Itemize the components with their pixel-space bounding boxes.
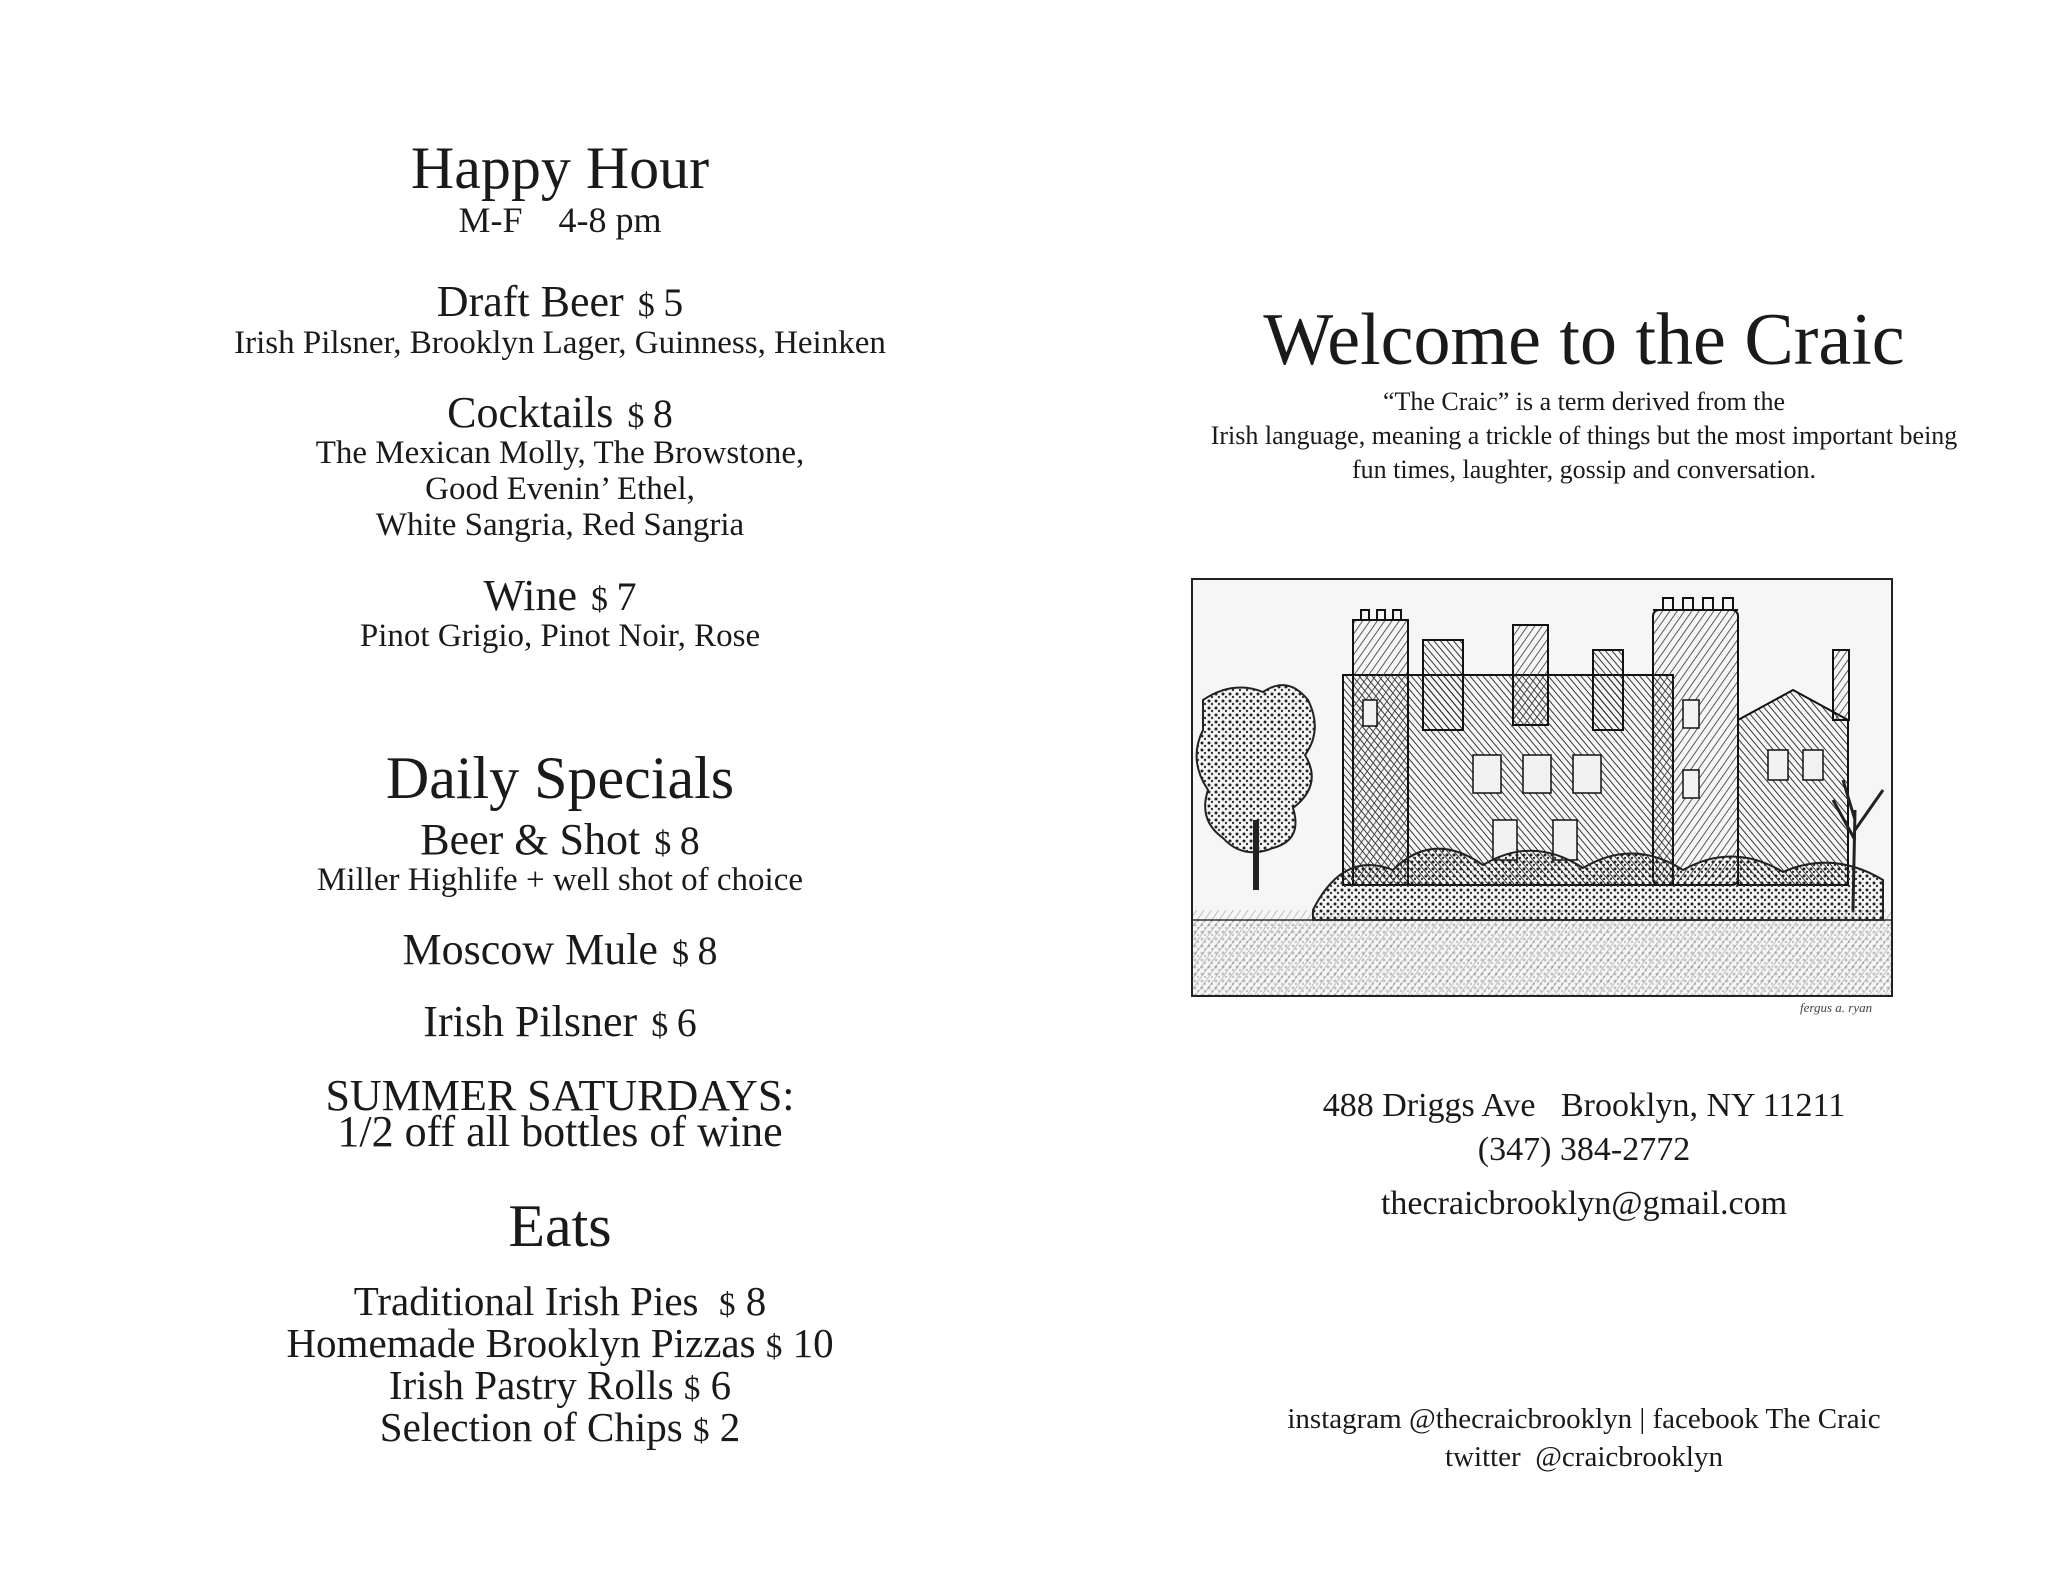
intro-line-3: fun times, laughter, gossip and conversation. [1352, 455, 1816, 484]
draft-beer-currency: $ [637, 287, 655, 324]
cocktails-heading [0, 388, 1120, 437]
moscow-mule-name: Moscow Mule [402, 925, 658, 974]
draft-beer-desc: Irish Pilsner, Brooklyn Lager, Guinness, Heinken [234, 325, 886, 361]
irish-pilsner-amount: 6 [676, 1000, 697, 1045]
moscow-mule-price [671, 928, 718, 973]
intro-line-2: Irish language, meaning a trickle of things but the most important being [1210, 421, 1958, 450]
moscow-mule-heading [0, 925, 1120, 974]
summer-saturdays-line-2: 1/2 off all bottles of wine [337, 1107, 783, 1156]
email: thecraicbrooklyn@gmail.com [1380, 1185, 1788, 1222]
cocktails-name: Cocktails [447, 388, 614, 437]
draft-beer-amount: 5 [663, 280, 684, 325]
irish-pilsner-name: Irish Pilsner [423, 997, 638, 1046]
beer-shot-desc: Miller Highlife + well shot of choice [317, 862, 803, 898]
happy-hour-title: Happy Hour [410, 135, 710, 201]
eats-item-2-currency: $ [765, 1329, 783, 1365]
eats-item-1-name: Traditional Irish Pies [353, 1278, 699, 1324]
wine-desc: Pinot Grigio, Pinot Noir, Rose [359, 618, 761, 654]
eats-item-4-name: Selection of Chips [379, 1404, 683, 1450]
irish-pilsner-price [651, 1000, 697, 1045]
phone: (347) 384-2772 [1477, 1131, 1691, 1168]
eats-item-4-price: 2 [719, 1404, 741, 1450]
cocktails-desc-line-1: The Mexican Molly, The Browstone, [315, 435, 805, 471]
cover-panel [1120, 0, 2048, 1582]
eats-item-3-price: 6 [710, 1362, 732, 1408]
wine-price [591, 574, 637, 619]
eats-item-1-price: 8 [745, 1278, 767, 1324]
social-links-line-2: twitter @craicbrooklyn [1445, 1441, 1723, 1473]
wine-name: Wine [483, 571, 578, 620]
happy-hour-schedule: M-F 4-8 pm [458, 200, 662, 240]
daily-specials-title: Daily Specials [385, 745, 735, 811]
cocktails-desc-line-2: Good Evenin’ Ethel, [425, 471, 695, 507]
draft-beer-name: Draft Beer [436, 277, 624, 326]
cocktails-price [627, 391, 673, 436]
eats-item-4-currency: $ [692, 1413, 710, 1449]
intro-line-1: “The Craic” is a term derived from the [1382, 387, 1786, 416]
moscow-mule-currency: $ [671, 935, 689, 972]
social-links-line-1: instagram @thecraicbrooklyn | facebook The Craic [1287, 1403, 1881, 1435]
moscow-mule-amount: 8 [697, 928, 718, 973]
welcome-title: Welcome to the Craic [1263, 299, 1905, 381]
eats-item-3-currency: $ [683, 1371, 701, 1407]
wine-heading [0, 571, 1120, 620]
beer-shot-price [654, 818, 700, 863]
eats-item-2-price: 10 [792, 1320, 834, 1366]
wine-currency: $ [591, 581, 609, 618]
beer-shot-currency: $ [654, 825, 672, 862]
draft-beer-heading [0, 277, 1120, 326]
irish-pilsner-currency: $ [651, 1007, 669, 1044]
cocktails-currency: $ [627, 398, 645, 435]
wine-amount: 7 [616, 574, 637, 619]
beer-shot-amount: 8 [679, 818, 700, 863]
irish-pilsner-heading [0, 997, 1120, 1046]
eats-item-1-currency: $ [718, 1287, 736, 1323]
beer-shot-name: Beer & Shot [420, 815, 641, 864]
draft-beer-price [637, 280, 684, 325]
beer-shot-heading [0, 815, 1120, 864]
cocktails-desc-line-3: White Sangria, Red Sangria [375, 507, 745, 543]
artist-signature: fergus a. ryan [1800, 1000, 1873, 1015]
eats-item-4 [0, 1406, 1120, 1452]
address: 488 Driggs Ave Brooklyn, NY 11211 [1322, 1087, 1846, 1124]
eats-title: Eats [508, 1193, 612, 1259]
summer-saturdays-line-1: SUMMER SATURDAYS: [325, 1071, 795, 1120]
castle-illustration-icon [1191, 578, 1893, 997]
cocktails-amount: 8 [652, 391, 673, 436]
eats-item-3-name: Irish Pastry Rolls [388, 1362, 674, 1408]
eats-item-2-name: Homemade Brooklyn Pizzas [286, 1320, 756, 1366]
